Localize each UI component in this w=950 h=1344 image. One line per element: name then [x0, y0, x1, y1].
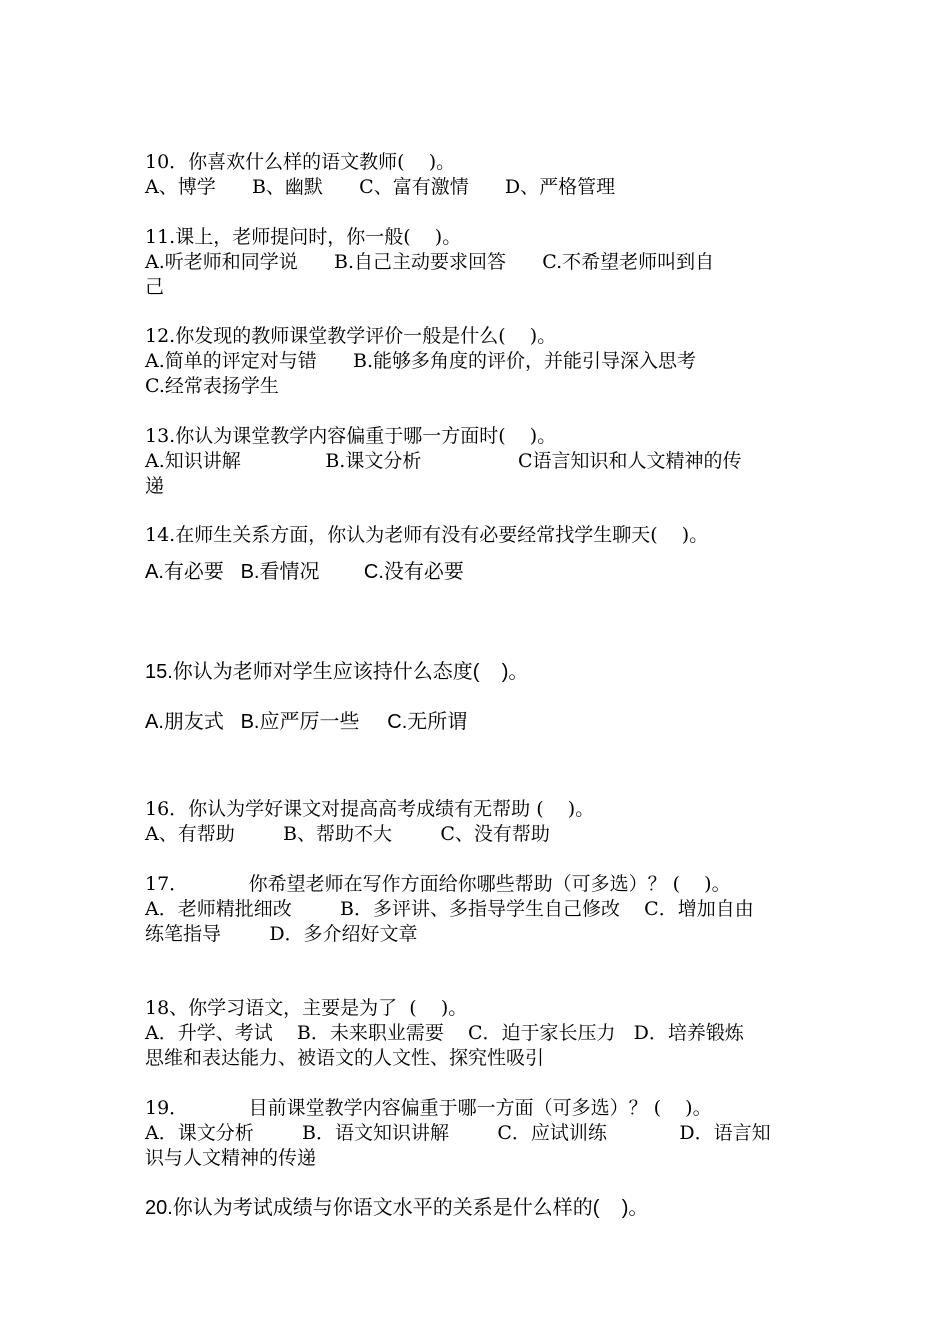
- question-16-options: A、有帮助 B、帮助不大 C、没有帮助: [145, 823, 550, 845]
- question-19-options-cont: 识与人文精神的传递: [145, 1147, 317, 1169]
- question-16-stem: 16．你认为学好课文对提高高考成绩有无帮助 ( )。: [145, 798, 595, 820]
- question-12-options-cont: C.经常表扬学生: [145, 375, 279, 397]
- question-14-stem: 14.在师生关系方面，你认为老师有没有必要经常找学生聊天( )。: [145, 524, 709, 546]
- question-10-options: A、博学 B、幽默 C、富有激情 D、严格管理: [145, 176, 616, 198]
- question-11-options: A.听老师和同学说 B.自己主动要求回答 C.不希望老师叫到自: [145, 251, 715, 273]
- question-10-stem: 10．你喜欢什么样的语文教师( )。: [145, 151, 456, 173]
- question-18-options: A．升学、考试 B．未来职业需要 C．迫于家长压力 D．培养锻炼: [145, 1022, 744, 1044]
- question-13-options-cont: 递: [145, 475, 165, 497]
- question-17-options-cont: 练笔指导 D．多介绍好文章: [145, 923, 418, 945]
- question-17-options: A．老师精批细改 B．多评讲、多指导学生自己修改 C．增加自由: [145, 898, 754, 920]
- question-17-stem: 17． 你希望老师在写作方面给你哪些帮助（可多选）？ ( )。: [145, 873, 731, 895]
- question-15-stem: 15.你认为老师对学生应该持什么态度( )。: [145, 661, 529, 683]
- question-11-options-cont: 己: [145, 276, 165, 298]
- question-19-stem: 19． 目前课堂教学内容偏重于哪一方面（可多选）？ ( )。: [145, 1097, 712, 1119]
- question-11-stem: 11.课上，老师提问时，你一般( )。: [145, 226, 462, 248]
- question-18-options-cont: 思维和表达能力、被语文的人文性、探究性吸引: [145, 1047, 545, 1069]
- question-20-stem: 20.你认为考试成绩与你语文水平的关系是什么样的( )。: [145, 1197, 649, 1219]
- question-13-options: A.知识讲解 B.课文分析 C语言知识和人文精神的传: [145, 450, 742, 472]
- question-19-options: A．课文分析 B．语文知识讲解 C．应试训练 D．语言知: [145, 1122, 771, 1144]
- question-18-stem: 18、你学习语文，主要是为了 ( )。: [145, 997, 468, 1019]
- question-12-options: A.简单的评定对与错 B.能够多角度的评价，并能引导深入思考: [145, 350, 697, 372]
- question-12-stem: 12.你发现的教师课堂教学评价一般是什么( )。: [145, 325, 557, 347]
- question-15-options: A.朋友式 B.应严厉一些 C.无所谓: [145, 711, 468, 733]
- question-14-options: A.有必要 B.看情况 C.没有必要: [145, 561, 464, 583]
- question-13-stem: 13.你认为课堂教学内容偏重于哪一方面时( )。: [145, 425, 557, 447]
